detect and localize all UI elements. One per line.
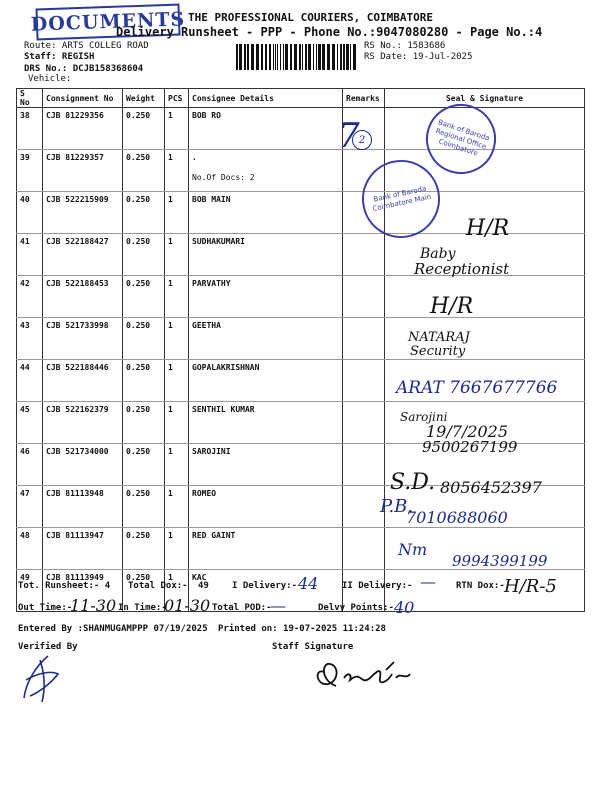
consignee-value: KAC	[192, 573, 207, 582]
remark-mark-38: 7	[338, 116, 360, 156]
verified-by-signature	[18, 652, 64, 704]
signature-49: 9994399199	[452, 552, 548, 570]
cell-pcs	[165, 528, 189, 570]
cell-weight	[123, 192, 165, 234]
pcs-value: 1	[168, 321, 173, 330]
consignment-value: CJB 81113949	[46, 573, 104, 582]
consignee-value: SUDHAKUMARI	[192, 237, 245, 246]
documents-stamp-text: DOCUMENTS	[30, 8, 186, 36]
total-pod-value: —	[270, 596, 286, 615]
consignee-value: GEETHA	[192, 321, 221, 330]
cell-consignment	[43, 528, 123, 570]
verified-by-label: Verified By	[18, 642, 78, 652]
consignee-value: BOB RO	[192, 111, 221, 120]
runsheet-title: Delivery Runsheet - PPP - Phone No.:9047080280 - Page No.:4	[116, 25, 543, 39]
sno-value: 43	[20, 321, 30, 330]
rs-number: RS No.: 1583686	[364, 41, 446, 51]
pcs-value: 1	[168, 237, 173, 246]
cell-weight	[123, 150, 165, 192]
sno-value: 45	[20, 405, 30, 414]
delvy-points-label: Delvy Points:-	[318, 603, 394, 613]
consignment-value: CJB 522188453	[46, 279, 109, 288]
cell-weight	[123, 234, 165, 276]
staff-label: Staff: REGISH	[24, 52, 95, 62]
staff-signature-label: Staff Signature	[272, 642, 354, 652]
staff-signature-image	[310, 652, 414, 692]
cell-pcs	[165, 192, 189, 234]
pcs-value: 1	[168, 195, 173, 204]
weight-value: 0.250	[126, 489, 151, 498]
out-time-value: 11-30	[70, 596, 117, 615]
consignee-value: RED GAINT	[192, 531, 236, 540]
consignment-value: CJB 81113948	[46, 489, 104, 498]
sno-value: 49	[20, 573, 30, 582]
consignment-value: CJB 522162379	[46, 405, 109, 414]
cell-weight	[123, 444, 165, 486]
route-label: Route: ARTS COLLEG ROAD	[24, 41, 149, 51]
table-row	[17, 150, 585, 192]
delvy-points-value: 40	[394, 598, 415, 617]
weight-value: 0.250	[126, 405, 151, 414]
consignment-value: CJB 81229356	[46, 111, 104, 120]
rs-date: RS Date: 19-Jul-2025	[364, 52, 473, 62]
signature-48: 7010688060	[406, 508, 508, 527]
signature-44-line1: NATARAJ	[408, 330, 470, 345]
consignee-value: ROMEO	[192, 489, 217, 498]
cell-weight	[123, 360, 165, 402]
weight-value: 0.250	[126, 447, 151, 456]
printed-on: Printed on: 19-07-2025 11:24:28	[218, 624, 386, 634]
cell-sno	[17, 444, 43, 486]
drs-number: DRS No.: DCJB158368604	[24, 64, 144, 74]
weight-value: 0.250	[126, 195, 151, 204]
signature-47: 8056452397	[440, 478, 542, 497]
in-time-label: In Time:-	[118, 603, 167, 613]
signature-46-line2: 19/7/2025	[426, 422, 509, 441]
cell-remarks	[343, 276, 385, 318]
cell-sno	[17, 150, 43, 192]
in-time-value: 01-30	[164, 596, 211, 615]
consignment-value: CJB 522215909	[46, 195, 109, 204]
cell-consignee	[189, 150, 343, 192]
cell-consignee	[189, 528, 343, 570]
cell-pcs	[165, 108, 189, 150]
sno-value: 38	[20, 111, 30, 120]
pcs-value: 1	[168, 153, 173, 162]
table-row	[17, 318, 585, 360]
vehicle-label: Vehicle:	[28, 74, 72, 84]
cell-consignee	[189, 318, 343, 360]
cell-consignee	[189, 234, 343, 276]
cell-sno	[17, 192, 43, 234]
out-time-label: Out Time:-	[18, 603, 73, 613]
cell-sno	[17, 486, 43, 528]
weight-value: 0.250	[126, 111, 151, 120]
cell-consignee	[189, 360, 343, 402]
cell-sno	[17, 402, 43, 444]
cell-weight	[123, 276, 165, 318]
signature-43: H/R	[430, 294, 474, 319]
signature-45: ARAT 7667677766	[396, 378, 558, 398]
cell-remarks	[343, 402, 385, 444]
weight-value: 0.250	[126, 321, 151, 330]
cell-sno	[17, 318, 43, 360]
sno-value: 47	[20, 489, 30, 498]
cell-pcs	[165, 150, 189, 192]
cell-sno	[17, 276, 43, 318]
cell-consignee	[189, 192, 343, 234]
consignee-value: SAROJINI	[192, 447, 231, 456]
cell-pcs	[165, 402, 189, 444]
sno-value: 42	[20, 279, 30, 288]
cell-remarks	[343, 360, 385, 402]
consignee-value: PARVATHY	[192, 279, 231, 288]
cell-consignment	[43, 108, 123, 150]
rtn-dox-label: RTN Dox:-	[456, 581, 505, 591]
cell-pcs	[165, 234, 189, 276]
cell-weight	[123, 402, 165, 444]
cell-pcs	[165, 360, 189, 402]
cell-pcs	[165, 486, 189, 528]
consignee-value: BOB MAIN	[192, 195, 231, 204]
col-header-remarks: Remarks	[343, 89, 385, 108]
sno-value: 48	[20, 531, 30, 540]
cell-weight	[123, 486, 165, 528]
cell-weight	[123, 108, 165, 150]
col-header-pcs: PCS	[165, 89, 189, 108]
cell-pcs	[165, 276, 189, 318]
cell-consignee	[189, 402, 343, 444]
cell-sno	[17, 234, 43, 276]
entered-by: Entered By :SHANMUGAMPPP 07/19/2025	[18, 624, 208, 634]
total-runsheet: Tot. Runsheet:- 4	[18, 581, 111, 591]
pcs-value: 1	[168, 531, 173, 540]
consignment-value: CJB 521733998	[46, 321, 109, 330]
signature-41: H/R	[466, 216, 510, 241]
pcs-value: 1	[168, 111, 173, 120]
consignment-value: CJB 81229357	[46, 153, 104, 162]
signature-42-line2: Receptionist	[414, 260, 510, 278]
col-header-consignment: Consignment No	[43, 89, 123, 108]
ii-delivery-label: II Delivery:-	[342, 581, 413, 591]
consignment-value: CJB 522188427	[46, 237, 109, 246]
cell-weight	[123, 318, 165, 360]
pcs-value: 1	[168, 447, 173, 456]
cell-consignee	[189, 276, 343, 318]
cell-consignee	[189, 486, 343, 528]
weight-value: 0.250	[126, 573, 151, 582]
weight-value: 0.250	[126, 531, 151, 540]
cell-consignment	[43, 150, 123, 192]
pcs-value: 1	[168, 405, 173, 414]
consignee-value: SENTHIL KUMAR	[192, 405, 255, 414]
barcode-image	[236, 44, 358, 70]
bank-seal-main-text: Bank of Baroda Coimbatore Main	[371, 184, 432, 214]
sno-value: 40	[20, 195, 30, 204]
cell-consignment	[43, 444, 123, 486]
signature-46-line1: Sarojini	[400, 410, 448, 424]
table-row	[17, 276, 585, 318]
cell-consignment	[43, 402, 123, 444]
signature-42-line1: Baby	[420, 246, 456, 262]
cell-remarks	[343, 528, 385, 570]
signature-49-mark: Nm	[398, 540, 428, 559]
pcs-value: 1	[168, 489, 173, 498]
cell-consignee	[189, 108, 343, 150]
consignee-value: .	[192, 153, 197, 162]
cell-remarks	[343, 444, 385, 486]
sno-value: 41	[20, 237, 30, 246]
rtn-dox-value: H/R-5	[504, 576, 557, 597]
consignment-value: CJB 81113947	[46, 531, 104, 540]
runsheet-table	[16, 88, 585, 612]
weight-value: 0.250	[126, 153, 151, 162]
consignee-value: GOPALAKRISHNAN	[192, 363, 260, 372]
pcs-value: 1	[168, 363, 173, 372]
cell-consignment	[43, 192, 123, 234]
cell-consignment	[43, 360, 123, 402]
cell-consignment	[43, 234, 123, 276]
cell-consignment	[43, 318, 123, 360]
i-delivery-label: I Delivery:-	[232, 581, 298, 591]
i-delivery-value: 44	[298, 574, 319, 593]
cell-weight	[123, 528, 165, 570]
cell-sno	[17, 360, 43, 402]
cell-consignment	[43, 486, 123, 528]
col-header-seal: Seal & Signature	[385, 89, 585, 108]
cell-pcs	[165, 318, 189, 360]
weight-value: 0.250	[126, 237, 151, 246]
weight-value: 0.250	[126, 363, 151, 372]
consignee-subline: No.Of Docs: 2	[192, 173, 255, 182]
consignment-value: CJB 521734000	[46, 447, 109, 456]
cell-sno	[17, 528, 43, 570]
sno-value: 44	[20, 363, 30, 372]
cell-remarks	[343, 234, 385, 276]
pcs-value: 1	[168, 279, 173, 288]
sno-value: 39	[20, 153, 30, 162]
cell-consignment	[43, 276, 123, 318]
pcs-value: 1	[168, 573, 173, 582]
remark-circle-38: 2	[352, 130, 372, 150]
total-dox-label: Total Dox:-	[128, 581, 188, 591]
cell-seal	[385, 276, 585, 318]
weight-value: 0.250	[126, 279, 151, 288]
total-pod-label: Total POD:-	[212, 603, 272, 613]
ii-delivery-value: —	[420, 572, 436, 591]
signature-47-mark: S.D.	[390, 470, 436, 495]
sno-value: 46	[20, 447, 30, 456]
col-header-sno: S No	[17, 89, 43, 108]
cell-consignee	[189, 444, 343, 486]
signature-46-line3: 9500267199	[422, 438, 518, 456]
table-header-row	[17, 89, 585, 108]
col-header-weight: Weight	[123, 89, 165, 108]
cell-sno	[17, 108, 43, 150]
bank-seal-regional-text: Bank of Baroda Regional Office Coimbatore	[434, 117, 491, 158]
signature-44-line2: Security	[410, 344, 466, 359]
signature-48-mark: P.B.	[380, 496, 414, 517]
col-header-consignee: Consignee Details	[189, 89, 343, 108]
company-name: THE PROFESSIONAL COURIERS, COIMBATORE	[188, 11, 434, 24]
total-dox-value: 49	[198, 581, 209, 591]
table-row	[17, 108, 585, 150]
consignment-value: CJB 522188446	[46, 363, 109, 372]
cell-remarks	[343, 486, 385, 528]
cell-remarks	[343, 318, 385, 360]
cell-pcs	[165, 444, 189, 486]
